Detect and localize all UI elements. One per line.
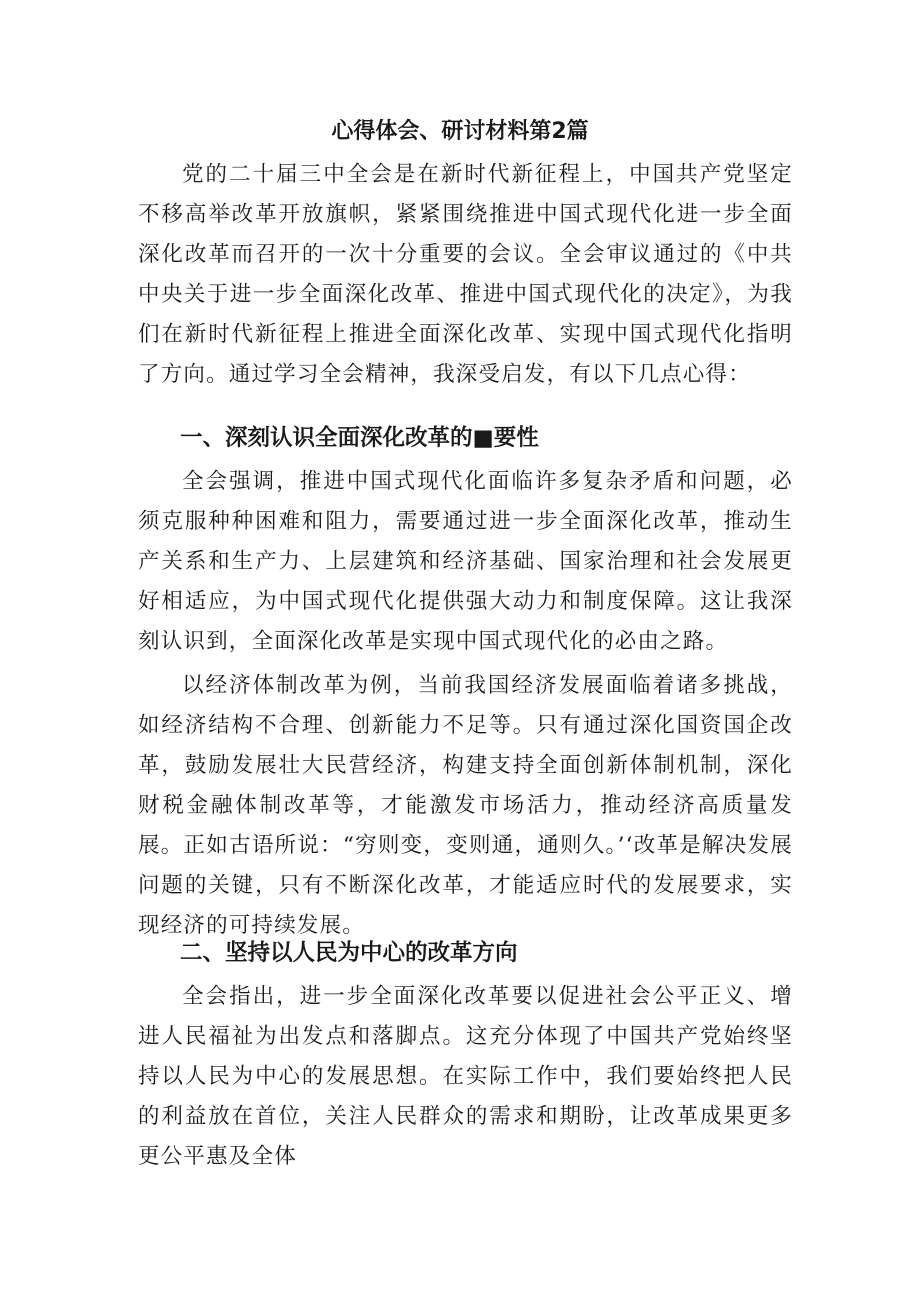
paragraph-section-1-b: 以经济体制改革为例，当前我国经济发展面临着诸多挑战，如经济结构不合理、创新能力不足等。只有通过深化国资国企改革，鼓励发展壮大民营经济，构建支持全面创新体制机制，深化财税金融体制改革等，才能激发市场活力，推动经济高质量发展。正如古语所说：“穷则变，变则通，通则久。’‘改革是解决发展问题的关键，只有不断深化改革，才能适应时代的发展要求，实现经济的可持续发展。 <box>138 673 793 938</box>
document-title: 心得体会、研讨材料第2篇 <box>331 119 589 144</box>
section-heading-1: 一、深刻认识全面深化改革的■要性 <box>180 425 539 451</box>
paragraph-intro: 党的二十届三中全会是在新时代新征程上，中国共产党坚定不移高举改革开放旗帜，紧紧围绕推进中国式现代化进一步全面深化改革而召开的一次十分重要的会议。全会审议通过的《中共中央关于进一步全面深化改革、推进中国式现代化的决定》，为我们在新时代新征程上推进全面深化改革、实现中国式现代化指明了方向。通过学习全会精神，我深受启发，有以下几点心得： <box>138 162 793 387</box>
paragraph-section-2-a: 全会指出，进一步全面深化改革要以促进社会公平正义、增进人民福祉为出发点和落脚点。这充分体现了中国共产党始终坚持以人民为中心的发展思想。在实际工作中，我们要始终把人民的利益放在首位，关注人民群众的需求和期盼，让改革成果更多更公平惠及全体 <box>138 984 793 1169</box>
section-heading-2: 二、坚持以人民为中心的改革方向 <box>180 940 518 966</box>
paragraph-section-1-a: 全会强调，推进中国式现代化面临许多复杂矛盾和问题，必须克服种种困难和阻力，需要通过进一步全面深化改革，推动生产关系和生产力、上层建筑和经济基础、国家治理和社会发展更好相适应，为中国式现代化提供强大动力和制度保障。这让我深刻认识到，全面深化改革是实现中国式现代化的必由之路。 <box>138 469 793 654</box>
